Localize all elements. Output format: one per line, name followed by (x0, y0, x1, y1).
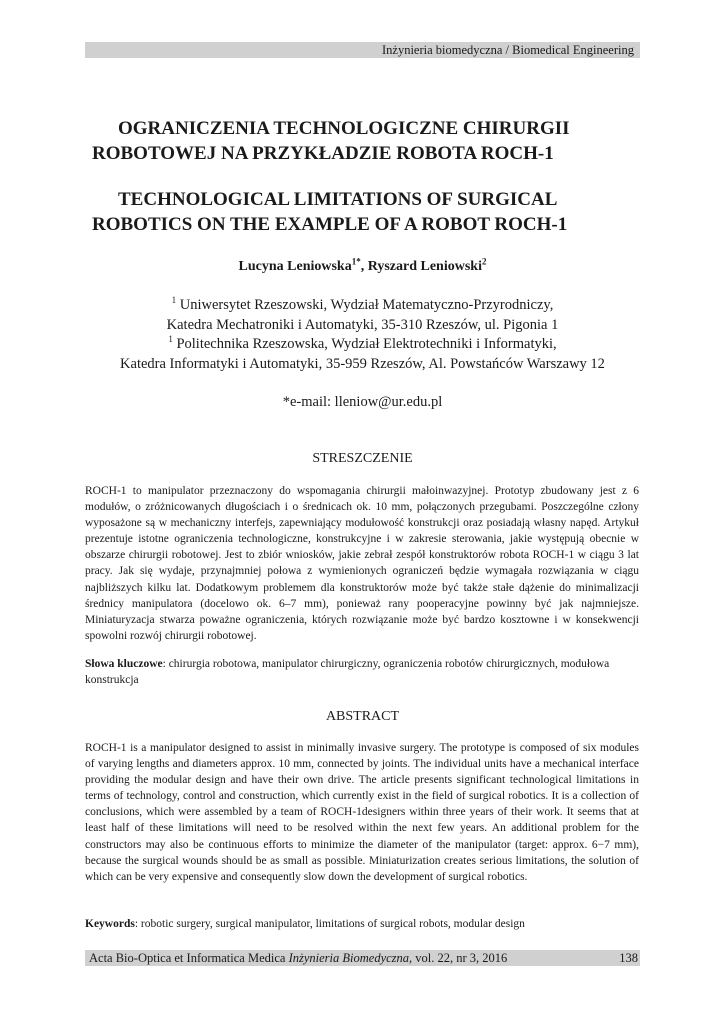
affiliation-1-line2: Katedra Mechatroniki i Automatyki, 35-310 Rzeszów, ul. Pigonia 1 (166, 317, 559, 333)
footer-journal-prefix: Acta Bio-Optica et Informatica Medica (89, 951, 289, 965)
authors (0, 256, 725, 275)
affiliation-2-line1: Politechnika Rzeszowska, Wydział Elektrotechniki i Informatyki, (172, 336, 557, 352)
abstract-keywords-label: Keywords (85, 918, 135, 930)
affiliation-2 (0, 334, 725, 374)
author-2-sup: 2 (481, 256, 487, 267)
streszczenie-text: ROCH-1 to manipulator przeznaczony do wspomagania chirurgii małoinwazyjnej. Prototyp zbudowany jest z 6 modułów, o zróżnicowanych długościach i o średnicach ok. 10 mm, połączonych przegubami. Poszczególne człony wyposażone są w mechaniczny interfejs, zapewniający modułowość konstrukcji oraz posiadają własny napęd. Artykuł prezentuje istotne ograniczenia technologiczne, konstrukcyjne i w zakresie sterowania, jakie występują obecnie w obszarze chirurgii robotowej. Jest to zbiór wniosków, jakie zebrał zespół konstruktorów robota ROCH-1 w ciągu 3 lat pracy. Jak się wydaje, przynajmniej połowa z wymienionych ograniczeń będzie wymagała rozwiązania w ciągu najbliższych kilku lat. Dodatkowym problemem dla konstruktorów może być także stałe dążenie do minimalizacji średnicy manipulatora (docelowo ok. 6–7 mm), ponieważ rany pooperacyjne powinny być jak najmniejsze. Miniaturyzacja stwarza poważne ograniczenia, których rozwiązanie może być bardzo kosztowne i w konsekwencji spowolni rozwój chirurgii robotowej. (85, 485, 639, 642)
title-english-line1: TECHNOLOGICAL LIMITATIONS OF SURGICAL (118, 189, 558, 210)
page-number: 138 (619, 951, 638, 965)
title-polish (92, 116, 652, 166)
streszczenie-keywords (85, 656, 639, 688)
email: *e-mail: lleniow@ur.edu.pl (282, 394, 443, 410)
abstract-keywords (85, 916, 639, 932)
abstract-text: ROCH-1 is a manipulator designed to assist in minimally invasive surgery. The prototype is composed of six modules of varying lengths and diameters approx. 10 mm, connected by joints. The individual units have a mechanical interface providing the modular design and have their own drive. The article presents significant technological limitations in terms of technology, control and construction, which currently exist in the field of surgical robotics. It is a collection of conclusions, which were assembled by a team of ROCH-1designers within three years of their work. It seems that at least half of these limitations will need to be resolved within the next few years. An additional problem for the constructors may also be continuous efforts to minimize the diameter of the manipulator (target: approx. 6−7 mm), because the surgical wounds should be as small as possible. Miniaturization creates serious limitations, the solution of which can be very expensive and consequently slow down the development of surgical robotics. (85, 742, 639, 883)
author-1-sup: 1* (351, 256, 361, 267)
footer-journal-italic: Inżynieria Biomedyczna (288, 951, 410, 965)
author-separator: , (360, 259, 368, 274)
running-header (85, 42, 640, 58)
footer-citation (89, 950, 507, 966)
title-polish-line1: OGRANICZENIA TECHNOLOGICZNE CHIRURGII (118, 118, 570, 139)
footer-journal-suffix: , vol. 22, nr 3, 2016 (409, 951, 508, 965)
author-2: Ryszard Leniowski (367, 259, 482, 274)
affiliation-1-line1: Uniwersytet Rzeszowski, Wydział Matematyczno-Przyrodniczy, (176, 297, 554, 313)
title-polish-line2: ROBOTOWEJ NA PRZYKŁADZIE ROBOTA ROCH-1 (92, 143, 554, 164)
author-1: Lucyna Leniowska (238, 259, 352, 274)
running-footer (85, 950, 640, 966)
streszczenie-keywords-list: : chirurgia robotowa, manipulator chirurgiczny, ograniczenia robotów chirurgicznych, modułowa konstrukcja (85, 658, 610, 686)
streszczenie-heading: STRESZCZENIE (312, 451, 413, 466)
running-header-text: Inżynieria biomedyczna / Biomedical Engineering (382, 43, 634, 57)
affiliation-2-sup: 1 (168, 334, 173, 345)
streszczenie-keywords-label: Słowa kluczowe (85, 658, 163, 670)
title-english-line2: ROBOTICS ON THE EXAMPLE OF A ROBOT ROCH-1 (92, 214, 568, 235)
affiliation-1-sup: 1 (171, 295, 177, 306)
affiliation-1 (0, 295, 725, 335)
abstract-heading: ABSTRACT (325, 709, 400, 724)
abstract-keywords-list: : robotic surgery, surgical manipulator, limitations of surgical robots, modular design (134, 918, 525, 930)
affiliation-2-line2: Katedra Informatyki i Automatyki, 35-959 Rzeszów, Al. Powstańców Warszawy 12 (120, 356, 605, 372)
title-english (92, 187, 652, 237)
